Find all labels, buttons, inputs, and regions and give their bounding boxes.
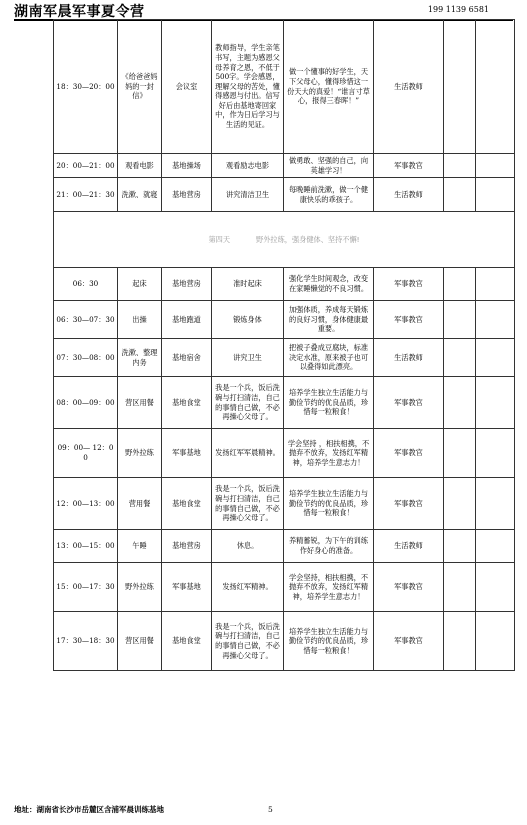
day-banner-section (54, 212, 515, 268)
time-cell: 09：00— 12：00 (54, 429, 118, 478)
goal-cell: 培养学生独立生活能力与勤俭节约的优良品质，珍惜每一粒粮食！ (284, 377, 374, 429)
item-cell: 午睡 (118, 530, 162, 563)
place-cell: 基地食堂 (162, 612, 212, 671)
item-cell: 洗漱、整理内务 (118, 339, 162, 377)
empty-cell (476, 154, 515, 178)
schedule-row (54, 530, 515, 563)
teacher-cell: 军事教官 (374, 154, 444, 178)
activity-cell: 观看励志电影 (212, 154, 284, 178)
empty-cell (444, 612, 476, 671)
time-cell: 07：30—08：00 (54, 339, 118, 377)
activity-cell: 教师指导，学生亲笔书写，主题为感恩父母养育之恩，不低于500字。学会感恩，理解父母的苦处，懂得感恩与付出。信写好后由基地寄回家中，作为日后学习与生活的见证。 (212, 20, 284, 154)
schedule-row (54, 339, 515, 377)
place-cell: 基地营房 (162, 178, 212, 212)
teacher-cell: 军事教官 (374, 377, 444, 429)
empty-cell (476, 268, 515, 301)
empty-cell (476, 530, 515, 563)
goal-cell: 养精蓄锐，为下午的训练作好身心的准备。 (284, 530, 374, 563)
goal-cell: 做勇敢、坚强的自己，向英雄学习！ (284, 154, 374, 178)
place-cell: 军事基地 (162, 429, 212, 478)
schedule-row (54, 612, 515, 671)
empty-cell (476, 178, 515, 212)
schedule-row (54, 20, 515, 154)
schedule-row (54, 563, 515, 612)
empty-cell (444, 530, 476, 563)
empty-cell (476, 429, 515, 478)
empty-cell (444, 429, 476, 478)
time-cell: 17：30—18：30 (54, 612, 118, 671)
teacher-cell: 生活教师 (374, 339, 444, 377)
place-cell: 军事基地 (162, 563, 212, 612)
time-cell: 20：00—21：00 (54, 154, 118, 178)
empty-cell (444, 154, 476, 178)
goal-cell: 每晚睡前洗漱，做一个健康快乐的乖孩子。 (284, 178, 374, 212)
page-number: 5 (268, 805, 273, 814)
goal-cell: 学会坚持 ，相扶相携，不抛弃不放弃，发扬红军精神，培养学生意志力！ (284, 429, 374, 478)
teacher-cell: 军事教官 (374, 301, 444, 339)
place-cell: 基地食堂 (162, 478, 212, 530)
time-cell: 18：30—20：00 (54, 20, 118, 154)
day-banner-row (54, 212, 515, 268)
time-cell: 13：00—15：00 (54, 530, 118, 563)
schedule-row (54, 478, 515, 530)
goal-cell: 培养学生独立生活能力与勤俭节约的优良品质，珍惜每一粒粮食！ (284, 612, 374, 671)
activity-cell: 我是一个兵，饭后洗碗与打扫清洁，自己的事情自己做，不必再操心父母了。 (212, 377, 284, 429)
item-cell: 营用餐 (118, 478, 162, 530)
goal-cell: 学会坚持，相扶相携，不抛弃不放弃，发扬红军精神，培养学生意志力！ (284, 563, 374, 612)
empty-cell (444, 20, 476, 154)
item-cell: 野外拉练 (118, 429, 162, 478)
empty-cell (444, 339, 476, 377)
day-banner (54, 212, 515, 268)
schedule-rows-day4 (54, 268, 515, 671)
goal-cell: 把被子叠成豆腐块，标准决定水准，原来被子也可以叠得如此漂亮。 (284, 339, 374, 377)
teacher-cell: 军事教官 (374, 563, 444, 612)
empty-cell (444, 268, 476, 301)
place-cell: 基地跑道 (162, 301, 212, 339)
empty-cell (476, 301, 515, 339)
time-cell: 15：00—17：30 (54, 563, 118, 612)
time-cell: 08：00—09：00 (54, 377, 118, 429)
empty-cell (476, 377, 515, 429)
activity-cell: 发扬红军军晨精神。 (212, 429, 284, 478)
item-cell: 起床 (118, 268, 162, 301)
schedule-row (54, 268, 515, 301)
empty-cell (476, 563, 515, 612)
time-cell: 06：30—07：30 (54, 301, 118, 339)
goal-cell: 加强体质，养成每天锻炼的良好习惯，身体健康最重要。 (284, 301, 374, 339)
item-cell: 洗漱、就寝 (118, 178, 162, 212)
goal-cell: 强化学生时间观念，改变在家睡懒觉的不良习惯。 (284, 268, 374, 301)
activity-cell: 锻炼身体 (212, 301, 284, 339)
contact-phone: 199 1139 6581 (427, 5, 489, 14)
activity-cell: 我是一个兵，饭后洗碗与打扫清洁，自己的事情自己做，不必再操心父母了。 (212, 478, 284, 530)
schedule-row (54, 154, 515, 178)
time-cell: 21：00—21：30 (54, 178, 118, 212)
place-cell: 基地宿舍 (162, 339, 212, 377)
activity-cell: 讲究清洁卫生 (212, 178, 284, 212)
place-cell: 基地操场 (162, 154, 212, 178)
activity-cell: 我是一个兵，饭后洗碗与打扫清洁，自己的事情自己做，不必再操心父母了。 (212, 612, 284, 671)
teacher-cell: 军事教官 (374, 429, 444, 478)
place-cell: 基地食堂 (162, 377, 212, 429)
time-cell: 12：00—13：00 (54, 478, 118, 530)
page-header (14, 0, 513, 21)
empty-cell (444, 563, 476, 612)
item-cell: 《给爸爸妈妈的一封信》 (118, 20, 162, 154)
empty-cell (476, 339, 515, 377)
item-cell: 观看电影 (118, 154, 162, 178)
schedule-row (54, 377, 515, 429)
place-cell: 基地营房 (162, 530, 212, 563)
empty-cell (476, 20, 515, 154)
empty-cell (444, 301, 476, 339)
day-label: 第四天 (208, 234, 231, 244)
day-slogan: 野外拉练，强身健体、坚持不懈! (256, 234, 360, 244)
empty-cell (444, 478, 476, 530)
place-cell: 基地营房 (162, 268, 212, 301)
schedule-rows-day3 (54, 20, 515, 212)
schedule-row (54, 301, 515, 339)
activity-cell: 休息。 (212, 530, 284, 563)
goal-cell: 培养学生独立生活能力与勤俭节约的优良品质，珍惜每一粒粮食！ (284, 478, 374, 530)
schedule-row (54, 429, 515, 478)
camp-title: 湖南军晨军事夏令营 (14, 4, 145, 20)
time-cell: 06：30 (54, 268, 118, 301)
footer-address: 地址：湖南省长沙市岳麓区含浦军晨训练基地 (14, 805, 164, 814)
goal-cell: 做一个懂事的好学生，天下父母心，懂得珍惜这一份天大的真爱！“谁言寸草心，报得三春晖！” (284, 20, 374, 154)
schedule-table (53, 19, 515, 671)
teacher-cell: 生活教师 (374, 530, 444, 563)
item-cell: 出操 (118, 301, 162, 339)
teacher-cell: 生活教师 (374, 178, 444, 212)
teacher-cell: 军事教官 (374, 612, 444, 671)
item-cell: 营区用餐 (118, 612, 162, 671)
empty-cell (444, 178, 476, 212)
item-cell: 野外拉练 (118, 563, 162, 612)
activity-cell: 讲究卫生 (212, 339, 284, 377)
schedule-row (54, 178, 515, 212)
empty-cell (444, 377, 476, 429)
activity-cell: 准时起床 (212, 268, 284, 301)
activity-cell: 发扬红军精神。 (212, 563, 284, 612)
teacher-cell: 军事教官 (374, 268, 444, 301)
item-cell: 营区用餐 (118, 377, 162, 429)
empty-cell (476, 612, 515, 671)
teacher-cell: 军事教官 (374, 478, 444, 530)
place-cell: 会议室 (162, 20, 212, 154)
empty-cell (476, 478, 515, 530)
teacher-cell: 生活教师 (374, 20, 444, 154)
